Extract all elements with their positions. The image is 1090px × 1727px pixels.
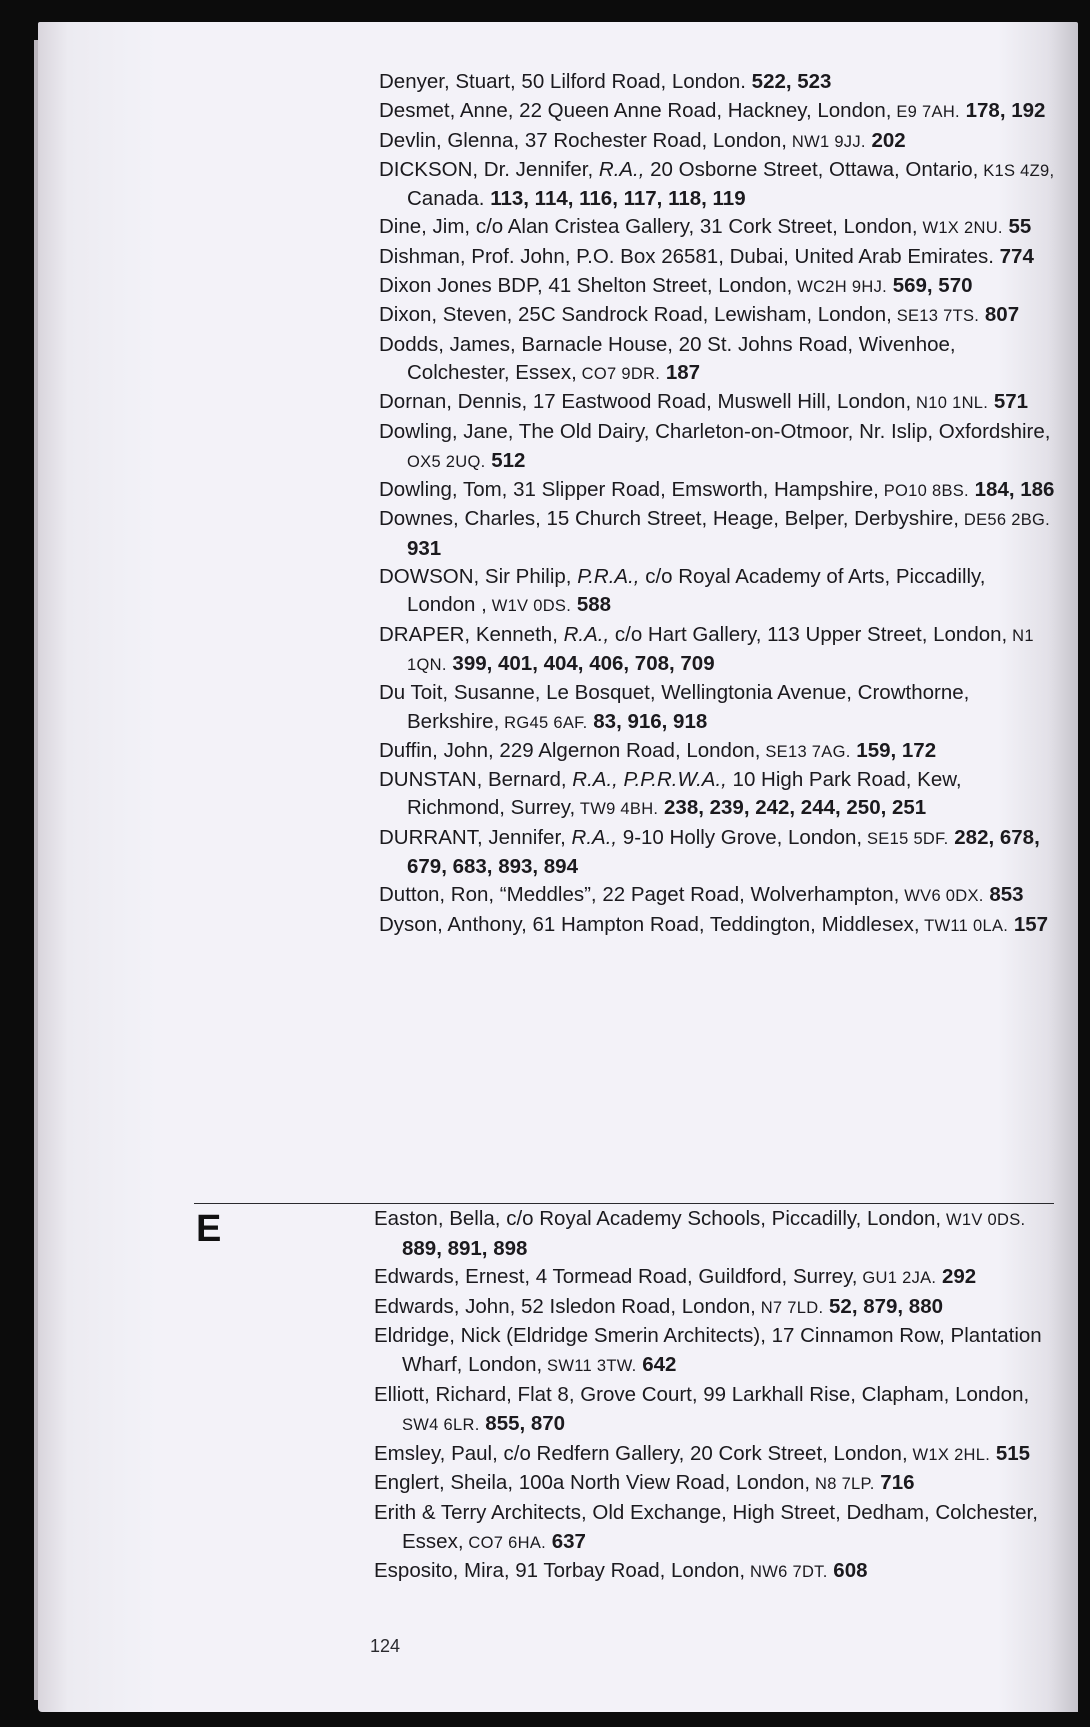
entry-address: c/o Alan Cristea Gallery, 31 Cork Street, London, bbox=[470, 215, 918, 239]
entry-name: Dyson, Anthony, bbox=[379, 912, 527, 936]
entry-title: P.R.A., bbox=[571, 565, 640, 589]
entry-name: Denyer, Stuart, bbox=[379, 70, 516, 93]
entry-pages: 83, 916, 918 bbox=[587, 709, 708, 733]
entry-postcode: TW9 4BH. bbox=[575, 800, 659, 819]
entry-pages: 202 bbox=[865, 128, 906, 152]
entry-address: Flat 8, Grove Court, 99 Larkhall Rise, Clapham, London, bbox=[511, 1382, 1030, 1406]
entry-pages: 716 bbox=[874, 1471, 915, 1495]
entry-postcode: SE15 5DF. bbox=[862, 829, 949, 848]
index-entry bbox=[379, 766, 1059, 824]
entry-pages: 855, 870 bbox=[479, 1412, 566, 1436]
index-entry bbox=[379, 505, 1059, 563]
entry-address: c/o Hart Gallery, 113 Upper Street, London, bbox=[609, 622, 1008, 646]
entry-postcode: W1X 2NU. bbox=[917, 219, 1003, 238]
entry-postcode: K1S 4Z9, bbox=[978, 161, 1055, 180]
entry-name: Elliott, Richard, bbox=[374, 1382, 512, 1406]
entry-name: DUNSTAN, Bernard, bbox=[379, 768, 567, 792]
entry-address: 10 High Park Road, Kew, Richmond, Surrey, bbox=[407, 768, 962, 820]
entry-postcode: SW4 6LR. bbox=[402, 1416, 480, 1435]
entry-name: Dornan, Dennis, bbox=[379, 390, 528, 414]
index-entry bbox=[379, 272, 1059, 301]
entry-postcode: N7 7LD. bbox=[755, 1298, 824, 1317]
entry-pages: 159, 172 bbox=[850, 738, 937, 762]
entry-title: R.A., bbox=[557, 622, 610, 646]
index-entry bbox=[379, 621, 1059, 680]
entry-postcode: GU1 2JA. bbox=[857, 1269, 937, 1288]
entry-pages: 569, 570 bbox=[887, 274, 973, 298]
index-entry bbox=[379, 737, 1059, 766]
entry-name: Dodds, James, bbox=[379, 332, 516, 356]
entry-postcode: PO10 8BS. bbox=[878, 482, 969, 501]
entry-name: DOWSON, Sir Philip, bbox=[379, 565, 572, 589]
entry-address: P.O. Box 26581, Dubai, United Arab Emirates. bbox=[570, 244, 994, 268]
entry-address: 15 Church Street, Heage, Belper, Derbyshire, bbox=[540, 507, 959, 531]
entry-pages: 113, 114, 116, 117, 118, 119 bbox=[484, 187, 746, 211]
entry-address: c/o Royal Academy Schools, Piccadilly, London, bbox=[500, 1207, 942, 1230]
entry-address: 52 Isledon Road, London, bbox=[515, 1294, 756, 1318]
entry-postcode: CO7 9DR. bbox=[576, 364, 661, 383]
index-section-d bbox=[379, 68, 1059, 940]
entry-address: 229 Algernon Road, London, bbox=[493, 738, 761, 762]
entry-pages: 637 bbox=[546, 1529, 586, 1553]
index-entry bbox=[374, 1322, 1059, 1380]
entry-address: 9-10 Holly Grove, London, bbox=[617, 825, 863, 849]
entry-pages: 931 bbox=[407, 536, 442, 560]
index-entry bbox=[379, 243, 1059, 272]
entry-postcode: NW1 9JJ. bbox=[787, 132, 866, 151]
entry-name: Du Toit, Susanne, bbox=[379, 681, 541, 705]
entry-title: R.A., P.P.R.W.A., bbox=[566, 768, 727, 792]
entry-address: c/o Redfern Gallery, 20 Cork Street, London, bbox=[497, 1441, 908, 1465]
entry-address: “Meddles”, 22 Paget Road, Wolverhampton, bbox=[494, 883, 900, 907]
entry-name: DICKSON, Dr. Jennifer, bbox=[379, 157, 594, 181]
entry-postcode: E9 7AH. bbox=[891, 103, 960, 122]
index-entry bbox=[374, 1469, 1059, 1499]
entry-address: 31 Slipper Road, Emsworth, Hampshire, bbox=[507, 478, 879, 502]
entry-name: Dixon, Steven, bbox=[379, 303, 513, 327]
entry-postcode: SE13 7TS. bbox=[891, 307, 980, 326]
entry-postcode: WV6 0DX. bbox=[899, 887, 984, 906]
entry-pages: 238, 239, 242, 244, 250, 251 bbox=[658, 796, 927, 820]
entry-name: Dowling, Jane, bbox=[379, 419, 514, 443]
entry-name: Dutton, Ron, bbox=[379, 883, 495, 907]
entry-postcode: SE13 7AG. bbox=[760, 742, 851, 761]
entry-pages: 608 bbox=[827, 1559, 868, 1583]
entry-postcode: SW11 3TW. bbox=[542, 1356, 637, 1375]
entry-name: Downes, Charles, bbox=[379, 507, 541, 531]
entry-address: 91 Torbay Road, London, bbox=[509, 1559, 746, 1583]
entry-address: 25C Sandrock Road, Lewisham, London, bbox=[512, 303, 892, 327]
entry-name: Emsley, Paul, bbox=[374, 1441, 498, 1465]
entry-address: 37 Rochester Road, London, bbox=[519, 128, 787, 152]
entry-address: 22 Queen Anne Road, Hackney, London, bbox=[513, 99, 892, 123]
index-entry bbox=[374, 1205, 1059, 1263]
entry-address: (Eldridge Smerin Architects), 17 Cinnamon Row, Plantation Wharf, London, bbox=[402, 1324, 1042, 1376]
entry-postcode: WC2H 9HJ. bbox=[792, 278, 888, 297]
index-entry bbox=[379, 213, 1059, 242]
index-entry bbox=[374, 1557, 1059, 1587]
entry-address: 61 Hampton Road, Teddington, Middlesex, bbox=[526, 912, 920, 936]
index-entry bbox=[379, 418, 1059, 477]
index-entry bbox=[379, 881, 1059, 910]
index-entry bbox=[374, 1263, 1059, 1293]
entry-name: Dine, Jim, bbox=[379, 215, 471, 239]
entry-address: 17 Eastwood Road, Muswell Hill, London, bbox=[527, 390, 912, 414]
index-entry bbox=[374, 1293, 1059, 1323]
entry-name: Devlin, Glenna, bbox=[379, 128, 520, 152]
entry-name: Dishman, Prof. John, bbox=[379, 244, 571, 268]
index-entry bbox=[379, 679, 1059, 737]
entry-name: Englert, Sheila, bbox=[374, 1471, 514, 1495]
entry-postcode: DE56 2BG. bbox=[959, 511, 1051, 530]
entry-pages: 588 bbox=[571, 593, 612, 617]
entry-pages: 157 bbox=[1008, 912, 1049, 936]
entry-pages: 292 bbox=[936, 1265, 977, 1289]
entry-address: 4 Tormead Road, Guildford, Surrey, bbox=[530, 1265, 858, 1289]
entry-postcode: RG45 6AF. bbox=[499, 713, 588, 732]
entry-pages: 642 bbox=[636, 1352, 677, 1376]
index-entry bbox=[379, 824, 1059, 882]
entry-pages: 178, 192 bbox=[959, 99, 1046, 123]
section-letter: E bbox=[196, 1208, 222, 1250]
entry-address: c/o Royal Academy of Arts, Piccadilly, London , bbox=[407, 565, 986, 617]
index-entry bbox=[379, 331, 1059, 389]
index-entry bbox=[374, 1381, 1059, 1440]
index-entry bbox=[379, 127, 1059, 156]
entry-postcode: N10 1NL. bbox=[911, 394, 989, 413]
entry-address: 100a North View Road, London, bbox=[513, 1471, 811, 1495]
entry-name: Edwards, Ernest, bbox=[374, 1265, 531, 1289]
entry-address: 50 Lilford Road, London. bbox=[515, 70, 746, 93]
entry-postcode: NW6 7DT. bbox=[745, 1563, 828, 1582]
index-entry bbox=[379, 68, 1059, 97]
index-entry bbox=[379, 388, 1059, 417]
entry-address-cont: Canada. bbox=[407, 187, 485, 211]
entry-address: The Old Dairy, Charleton-on-Otmoor, Nr. Islip, Oxfordshire, bbox=[513, 419, 1051, 443]
entry-pages: 52, 879, 880 bbox=[823, 1294, 944, 1318]
entry-address: Old Exchange, High Street, Dedham, Colchester, Essex, bbox=[402, 1500, 1038, 1553]
index-section-e bbox=[374, 1205, 1059, 1587]
entry-name: DURRANT, Jennifer, bbox=[379, 825, 566, 849]
entry-pages: 807 bbox=[979, 303, 1020, 327]
entry-pages: 55 bbox=[1002, 215, 1032, 239]
entry-pages: 571 bbox=[988, 390, 1029, 414]
entry-name: DRAPER, Kenneth, bbox=[379, 622, 558, 646]
entry-address: 41 Shelton Street, London, bbox=[542, 274, 793, 298]
entry-postcode: W1V 0DS. bbox=[486, 597, 572, 616]
index-entry bbox=[374, 1499, 1059, 1557]
index-entry bbox=[379, 97, 1059, 126]
index-entry bbox=[379, 156, 1059, 214]
entry-pages: 512 bbox=[485, 448, 526, 472]
entry-pages: 187 bbox=[660, 360, 701, 384]
index-entry bbox=[379, 476, 1059, 505]
entry-pages: 853 bbox=[983, 883, 1024, 907]
entry-pages: 282, 678, 679, 683, 893, 894 bbox=[407, 825, 1040, 879]
page-number: 124 bbox=[370, 1636, 401, 1656]
entry-name: Desmet, Anne, bbox=[379, 99, 514, 123]
entry-postcode: N8 7LP. bbox=[810, 1475, 875, 1494]
entry-pages: 522, 523 bbox=[745, 70, 832, 93]
entry-address: 20 Osborne Street, Ottawa, Ontario, bbox=[644, 157, 979, 181]
entry-name: Dowling, Tom, bbox=[379, 478, 508, 502]
index-entry bbox=[379, 301, 1059, 330]
index-entry bbox=[379, 911, 1059, 940]
entry-name: Dixon Jones BDP, bbox=[379, 274, 543, 298]
entry-name: Esposito, Mira, bbox=[374, 1559, 510, 1583]
entry-postcode: TW11 0LA. bbox=[919, 916, 1009, 935]
entry-name: Duffin, John, bbox=[379, 738, 494, 762]
entry-title: R.A., bbox=[593, 157, 645, 181]
entry-postcode: OX5 2UQ. bbox=[407, 452, 486, 471]
entry-postcode: CO7 6HA. bbox=[463, 1533, 547, 1552]
entry-pages: 399, 401, 404, 406, 708, 709 bbox=[446, 651, 715, 675]
section-divider bbox=[194, 1203, 1054, 1204]
entry-name: Erith & Terry Architects, bbox=[374, 1500, 587, 1524]
entry-postcode: N1 1QN. bbox=[407, 626, 1034, 674]
entry-name: Eldridge, Nick bbox=[374, 1324, 501, 1348]
entry-title: R.A., bbox=[565, 825, 618, 849]
index-entry bbox=[379, 563, 1059, 621]
entry-pages: 774 bbox=[993, 244, 1034, 268]
entry-postcode: W1X 2HL. bbox=[907, 1445, 991, 1464]
entry-name: Edwards, John, bbox=[374, 1294, 516, 1318]
index-entry bbox=[374, 1440, 1059, 1470]
entry-name: Easton, Bella, bbox=[374, 1207, 501, 1230]
entry-pages: 889, 891, 898 bbox=[402, 1236, 528, 1260]
entry-address: Le Bosquet, Wellingtonia Avenue, Crowthorne, Berkshire, bbox=[407, 681, 970, 733]
entry-address: Barnacle House, 20 St. Johns Road, Wivenhoe, Colchester, Essex, bbox=[407, 332, 956, 384]
entry-postcode: W1V 0DS. bbox=[941, 1211, 1026, 1229]
entry-pages: 184, 186 bbox=[968, 478, 1055, 502]
entry-pages: 515 bbox=[990, 1441, 1031, 1465]
